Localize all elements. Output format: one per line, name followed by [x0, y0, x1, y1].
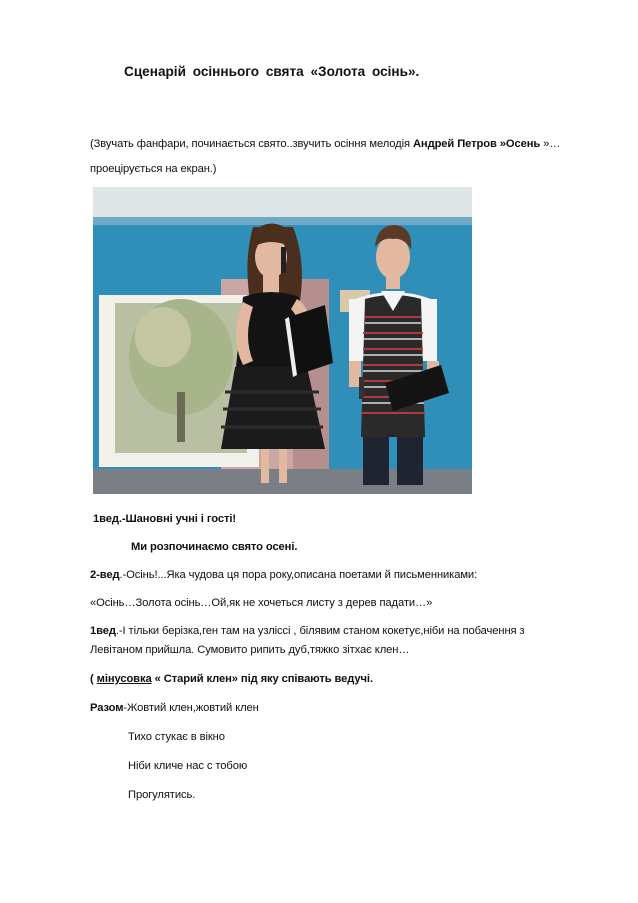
page-title: Сценарій осіннього свята «Золота осінь».	[124, 64, 420, 79]
stage-photo-icon	[93, 187, 472, 494]
line-1vedy-birch	[90, 624, 525, 638]
intro-line-1-suffix: »…	[540, 138, 561, 150]
speaker-2vedy: 2-вед	[90, 569, 120, 581]
line-together-text: -Жовтий клен,жовтий клен	[123, 702, 259, 714]
photo-screen-trunk	[177, 392, 185, 442]
song-line-1: Тихо стукає в вікно	[128, 731, 225, 743]
song-note-prefix: (	[90, 673, 97, 685]
intro-line-1	[90, 137, 560, 151]
speaker-together: Разом	[90, 702, 124, 714]
song-line-2: Ніби кличе нас с тобою	[128, 760, 248, 772]
line-festival-start: Ми розпочинаємо свято осені.	[131, 541, 298, 553]
line-1vedy-greeting: 1вед.-Шановні учні і гості!	[93, 513, 236, 525]
stage-photo	[93, 187, 472, 494]
line-2vedy-text: .-Осінь!...Яка чудова ця пора року,описана поетами й письменниками:	[119, 569, 478, 581]
line-1vedy-birch-text: .-І тільки берізка,ген там на узліссі , білявим станом кокетує,ніби на побачення з	[115, 625, 525, 637]
song-line-3: Прогулятись.	[128, 789, 196, 801]
line-2vedy	[90, 568, 477, 582]
line-levitan: Левітаном прийшла. Сумовито рипить дуб,тяжко зітхає клен…	[90, 644, 410, 656]
intro-music-title: Андрей Петров »Осень	[412, 138, 541, 150]
line-song-note	[90, 672, 373, 686]
intro-line-2: проецірується на екран.)	[90, 163, 217, 175]
song-note-rest: « Старий клен» під яку співають ведучі.	[151, 673, 373, 685]
song-note-minus: мінусовка	[96, 673, 152, 685]
photo-screen-tree-light	[135, 307, 191, 367]
line-together	[90, 701, 259, 715]
speaker-1vedy: 1вед	[90, 625, 116, 637]
intro-line-1-prefix: (Звучать фанфари, починається свято..звучить осіння мелодія	[90, 138, 413, 150]
line-autumn-quote: «Осінь…Золота осінь…Ой,як не хочеться листу з дерев падати…»	[90, 597, 433, 609]
